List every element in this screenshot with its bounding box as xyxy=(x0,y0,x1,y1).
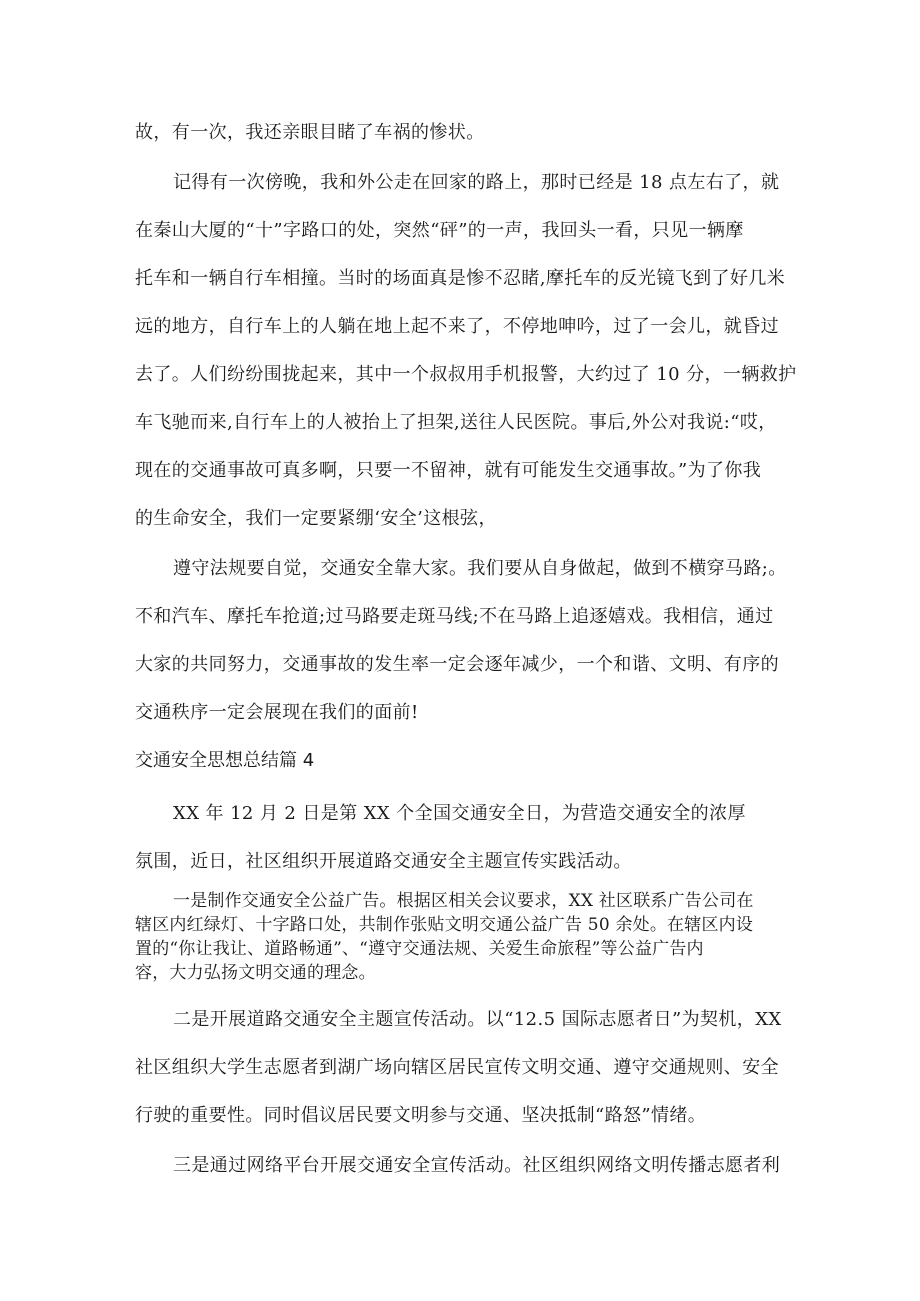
text-line: XX 年 12 月 2 日是第 XX 个全国交通安全日，为营造交通安全的浓厚 xyxy=(173,803,746,824)
text-line: 遵守法规要自觉，交通安全靠大家。我们要从自身做起，做到不横穿马路;。 xyxy=(173,558,787,579)
text-line: 二是开展道路交通安全主题宣传活动。以“12.5 国际志愿者日”为契机，XX xyxy=(173,1009,782,1030)
text-line: 行驶的重要性。同时倡议居民要文明参与交通、坚决抵制“路怒”情绪。 xyxy=(135,1105,707,1126)
section-heading: 交通安全思想总结篇 4 xyxy=(135,750,315,771)
text-line: 在秦山大厦的“十”字路口的处，突然“砰”的一声，我回头一看，只见一辆摩 xyxy=(135,220,744,241)
text-line: 不和汽车、摩托车抢道;过马路要走斑马线;不在马路上追逐嬉戏。我相信，通过 xyxy=(135,606,774,627)
text-line: 辖区内红绿灯、十字路口处，共制作张贴文明交通公益广告 50 余处。在辖区内设 xyxy=(135,915,754,935)
text-line: 记得有一次傍晚，我和外公走在回家的路上，那时已经是 18 点左右了，就 xyxy=(173,172,780,193)
text-line: 置的“你让我让、道路畅通”、“遵守交通法规、关爱生命旅程”等公益广告内 xyxy=(135,939,704,959)
text-line: 车飞驰而来,自行车上的人被抬上了担架,送往人民医院。事后,外公对我说:“哎， xyxy=(135,412,777,433)
text-line: 交通秩序一定会展现在我们的面前! xyxy=(135,702,419,723)
text-line: 社区组织大学生志愿者到湖广场向辖区居民宣传文明交通、遵守交通规则、安全 xyxy=(135,1057,779,1078)
text-line: 大家的共同努力，交通事故的发生率一定会逐年减少，一个和谐、文明、有序的 xyxy=(135,654,779,675)
text-line: 氛围，近日，社区组织开展道路交通安全主题宣传实践活动。 xyxy=(135,851,632,872)
text-line: 现在的交通事故可真多啊，只要一不留神，就有可能发生交通事故。”为了你我 xyxy=(135,460,762,481)
text-line: 托车和一辆自行车相撞。当时的场面真是惨不忍睹,摩托车的反光镜飞到了好几米 xyxy=(135,268,786,289)
text-line: 一是制作交通安全公益广告。根据区相关会议要求，XX 社区联系广告公司在 xyxy=(173,891,754,911)
text-line: 远的地方，自行车上的人躺在地上起不来了，不停地呻吟，过了一会儿，就昏过 xyxy=(135,316,779,337)
text-line: 三是通过网络平台开展交通安全宣传活动。社区组织网络文明传播志愿者利 xyxy=(173,1155,781,1176)
text-line: 容，大力弘扬文明交通的理念。 xyxy=(135,963,376,983)
text-line: 的生命安全，我们一定要紧绷‘安全’这根弦， xyxy=(135,508,497,529)
text-line: 故，有一次，我还亲眼目睹了车祸的惨状。 xyxy=(135,122,485,143)
text-line: 去了。人们纷纷围拢起来，其中一个叔叔用手机报警，大约过了 10 分，一辆救护 xyxy=(135,364,797,385)
